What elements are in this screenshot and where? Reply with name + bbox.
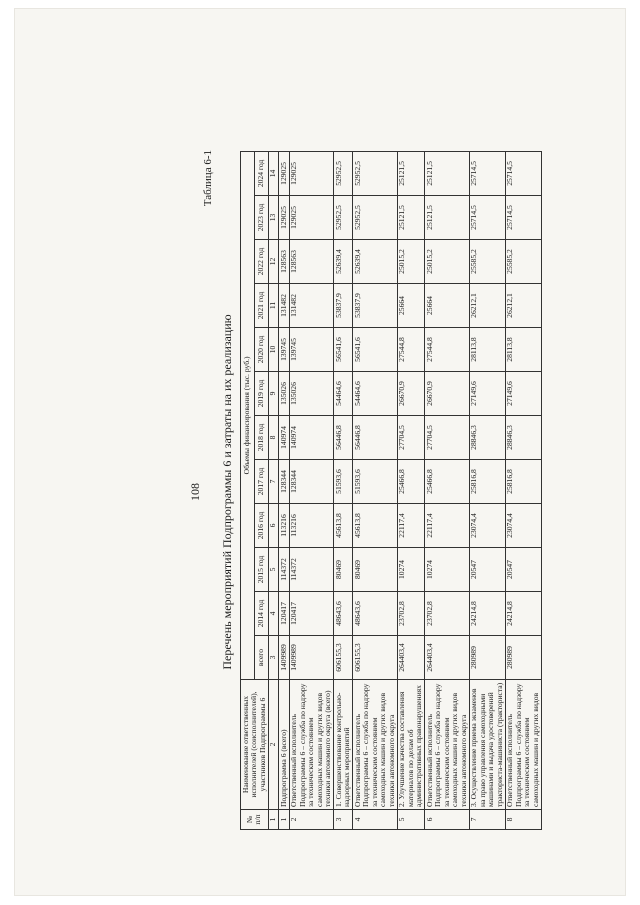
funding-value: 606155,3 — [353, 636, 398, 680]
funding-value: 24214,8 — [505, 592, 541, 636]
header-year: 2017 год — [254, 460, 268, 504]
funding-value: 25585,2 — [505, 240, 541, 284]
row-name: 2. Улучшение качества составления материалов по делам об административных правонарушениях — [397, 680, 425, 810]
funding-value: 25816,8 — [505, 460, 541, 504]
funding-value: 25664 — [425, 284, 470, 328]
funding-value: 27149,6 — [505, 372, 541, 416]
header-funding: Объемы финансирования (тыс. руб.) — [241, 151, 255, 679]
funding-value: 25121,5 — [397, 196, 425, 240]
header-year: 2014 год — [254, 592, 268, 636]
funding-value: 135026 — [289, 372, 334, 416]
funding-value: 606155,3 — [334, 636, 353, 680]
funding-value: 25585,2 — [469, 240, 505, 284]
funding-value: 25121,5 — [397, 151, 425, 195]
funding-value: 52952,5 — [353, 151, 398, 195]
funding-value: 25664 — [397, 284, 425, 328]
header-year: 2022 год — [254, 240, 268, 284]
funding-value: 129025 — [289, 196, 334, 240]
table-row — [289, 151, 334, 829]
header-year: 2018 год — [254, 416, 268, 460]
funding-value: 48643,6 — [353, 592, 398, 636]
table-row — [334, 151, 353, 829]
funding-value: 25466,8 — [425, 460, 470, 504]
funding-value: 52639,4 — [353, 240, 398, 284]
column-index: 6 — [268, 504, 279, 548]
funding-value: 45613,8 — [353, 504, 398, 548]
funding-value: 56541,6 — [334, 328, 353, 372]
funding-value: 26670,9 — [425, 372, 470, 416]
funding-value: 23702,8 — [397, 592, 425, 636]
table-row — [397, 151, 425, 829]
funding-value: 80469 — [353, 548, 398, 592]
funding-value: 53837,9 — [353, 284, 398, 328]
row-number: 5 — [397, 810, 425, 830]
header-num: № п/п — [241, 810, 269, 830]
header-year: 2023 год — [254, 196, 268, 240]
funding-value: 52952,5 — [353, 196, 398, 240]
funding-value: 24214,8 — [469, 592, 505, 636]
funding-value: 54464,6 — [334, 372, 353, 416]
header-year: 2020 год — [254, 328, 268, 372]
funding-value: 25714,5 — [505, 196, 541, 240]
funding-value: 80469 — [334, 548, 353, 592]
header-year: 2021 год — [254, 284, 268, 328]
funding-value: 128344 — [279, 460, 290, 504]
column-index: 7 — [268, 460, 279, 504]
column-index: 4 — [268, 592, 279, 636]
funding-value: 1409989 — [279, 636, 290, 680]
funding-value: 25015,2 — [425, 240, 470, 284]
funding-value: 28113,8 — [505, 328, 541, 372]
funding-value: 280989 — [505, 636, 541, 680]
funding-value: 10274 — [397, 548, 425, 592]
funding-value: 27544,8 — [397, 328, 425, 372]
table-row — [353, 151, 398, 829]
funding-value: 56446,8 — [334, 416, 353, 460]
row-number: 6 — [425, 810, 470, 830]
funding-value: 120417 — [289, 592, 334, 636]
funding-value: 27544,8 — [425, 328, 470, 372]
row-name: 3. Осуществление приема экзаменов на право управления самоходными машинами и выдача удостоверений тракториста-машиниста (тракториста) — [469, 680, 505, 810]
funding-value: 26670,9 — [397, 372, 425, 416]
column-index: 13 — [268, 196, 279, 240]
row-name: 1. Совершенствование контрольно-надзорных мероприятий — [334, 680, 353, 810]
row-number: 3 — [334, 810, 353, 830]
funding-value: 131482 — [279, 284, 290, 328]
funding-value: 139745 — [289, 328, 334, 372]
funding-value: 48643,6 — [334, 592, 353, 636]
funding-value: 53837,9 — [334, 284, 353, 328]
row-name: Ответственный исполнитель Подпрограммы 6 – служба по надзору за техническим состоянием самоходных машин и других видов техники автономного округа — [425, 680, 470, 810]
funding-value: 131482 — [289, 284, 334, 328]
funding-value: 28846,3 — [469, 416, 505, 460]
funding-value: 25816,8 — [469, 460, 505, 504]
funding-value: 1409989 — [289, 636, 334, 680]
funding-value: 27704,5 — [397, 416, 425, 460]
funding-value: 25121,5 — [425, 196, 470, 240]
funding-value: 25714,5 — [469, 196, 505, 240]
funding-value: 23074,4 — [469, 504, 505, 548]
table-row — [425, 151, 470, 829]
column-index: 10 — [268, 328, 279, 372]
funding-value: 56446,8 — [353, 416, 398, 460]
funding-value: 114372 — [279, 548, 290, 592]
funding-value: 139745 — [279, 328, 290, 372]
row-name: Ответственный исполнитель Подпрограммы 6 – служба по надзору за техническим состоянием самоходных машин и других видов техники автономного округа (всего) — [289, 680, 334, 810]
funding-value: 51593,6 — [334, 460, 353, 504]
funding-value: 20547 — [469, 548, 505, 592]
funding-table — [240, 151, 542, 830]
table-row — [505, 151, 541, 829]
row-number: 4 — [353, 810, 398, 830]
header-total: всего — [254, 636, 268, 680]
column-index: 2 — [268, 680, 279, 810]
funding-value: 135026 — [279, 372, 290, 416]
funding-value: 20547 — [505, 548, 541, 592]
funding-value: 25121,5 — [425, 151, 470, 195]
funding-value: 25714,5 — [505, 151, 541, 195]
funding-value: 129025 — [279, 196, 290, 240]
funding-value: 51593,6 — [353, 460, 398, 504]
funding-value: 113216 — [289, 504, 334, 548]
funding-value: 52639,4 — [334, 240, 353, 284]
row-number: 1 — [279, 810, 290, 830]
funding-value: 23702,8 — [425, 592, 470, 636]
funding-value: 27149,6 — [469, 372, 505, 416]
funding-value: 25714,5 — [469, 151, 505, 195]
header-year: 2024 год — [254, 151, 268, 195]
column-index: 11 — [268, 284, 279, 328]
funding-value: 45613,8 — [334, 504, 353, 548]
column-index: 9 — [268, 372, 279, 416]
funding-value: 22117,4 — [425, 504, 470, 548]
row-number: 7 — [469, 810, 505, 830]
funding-value: 120417 — [279, 592, 290, 636]
funding-value: 264403,4 — [425, 636, 470, 680]
header-name: Наименование ответственных исполнителей (соисполнителей), участников Подпрограммы 6 — [241, 680, 269, 810]
funding-value: 264403,4 — [397, 636, 425, 680]
funding-value: 140974 — [279, 416, 290, 460]
column-index: 1 — [268, 810, 279, 830]
column-index: 8 — [268, 416, 279, 460]
funding-value: 129025 — [289, 151, 334, 195]
document-title: Перечень мероприятий Подпрограммы 6 и затраты на их реализацию — [220, 314, 234, 670]
rotated-content — [80, 142, 560, 842]
funding-value: 26212,1 — [505, 284, 541, 328]
funding-value: 22117,4 — [397, 504, 425, 548]
header-year: 2016 год — [254, 504, 268, 548]
funding-value: 27704,5 — [425, 416, 470, 460]
funding-value: 128563 — [279, 240, 290, 284]
funding-value: 10274 — [425, 548, 470, 592]
funding-value: 129025 — [279, 151, 290, 195]
column-index: 12 — [268, 240, 279, 284]
column-index: 5 — [268, 548, 279, 592]
funding-value: 52952,5 — [334, 196, 353, 240]
funding-value: 23074,4 — [505, 504, 541, 548]
funding-value: 140974 — [289, 416, 334, 460]
funding-value: 113216 — [279, 504, 290, 548]
column-index: 14 — [268, 151, 279, 195]
funding-value: 25015,2 — [397, 240, 425, 284]
funding-value: 280989 — [469, 636, 505, 680]
row-name: Ответственный исполнитель Подпрограммы 6 – служба по надзору за техническим состоянием самоходных машин и других видов техники автономного округа — [353, 680, 398, 810]
row-number: 8 — [505, 810, 541, 830]
row-name: Ответственный исполнитель Подпрограммы 6 – служба по надзору за техническим состоянием самоходных машин и других видов — [505, 680, 541, 810]
page-number: 108 — [188, 483, 202, 501]
funding-value: 128563 — [289, 240, 334, 284]
funding-value: 26212,1 — [469, 284, 505, 328]
funding-value: 56541,6 — [353, 328, 398, 372]
funding-value: 114372 — [289, 548, 334, 592]
header-year: 2015 год — [254, 548, 268, 592]
funding-value: 52952,5 — [334, 151, 353, 195]
scanned-page — [14, 8, 626, 896]
table-label: Таблица 6-1 — [202, 150, 214, 207]
table-row — [469, 151, 505, 829]
column-index: 3 — [268, 636, 279, 680]
row-name: Подпрограмма 6 (всего) — [279, 680, 290, 810]
funding-value: 28846,3 — [505, 416, 541, 460]
funding-value: 25466,8 — [397, 460, 425, 504]
funding-value: 54464,6 — [353, 372, 398, 416]
funding-value: 28113,8 — [469, 328, 505, 372]
header-year: 2019 год — [254, 372, 268, 416]
row-number: 2 — [289, 810, 334, 830]
table-row — [279, 151, 290, 829]
funding-value: 128344 — [289, 460, 334, 504]
